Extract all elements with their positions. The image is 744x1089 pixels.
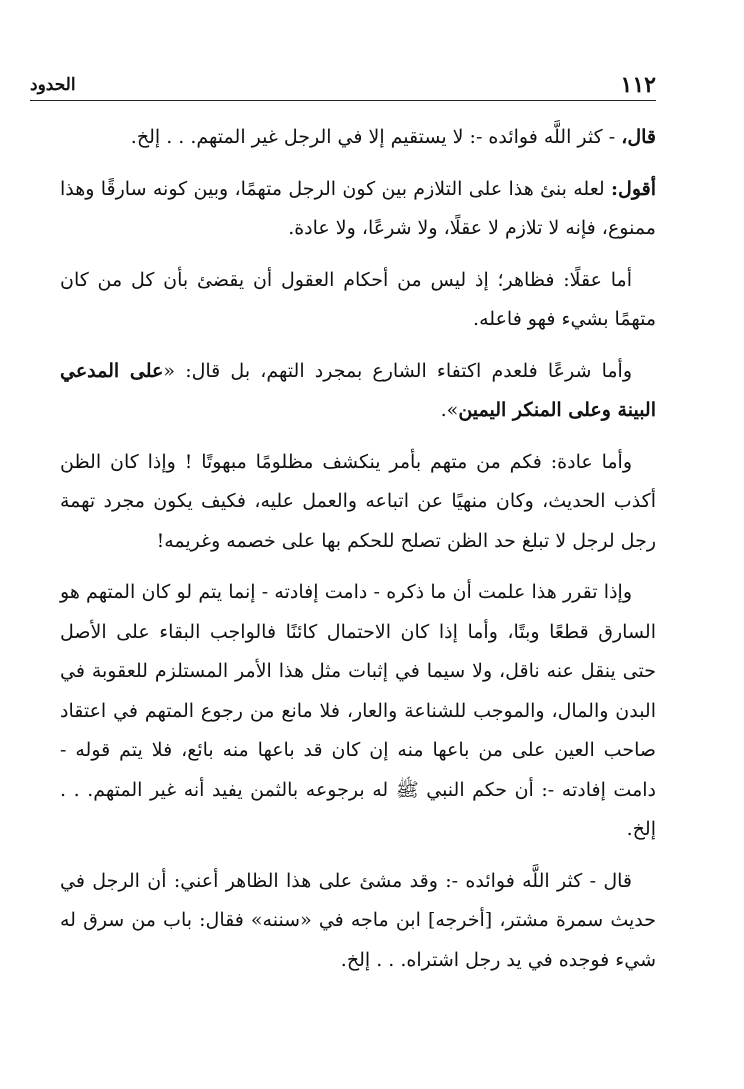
- paragraph-1: [60, 118, 656, 158]
- paragraph-text: أما عقلًا: فظاهر؛ إذ ليس من أحكام العقول أن يقضئ بأن كل من كان متهمًا بشيء فهو فاعله.: [60, 268, 656, 330]
- paragraph-lead: قال،: [621, 126, 656, 148]
- paragraph-text: ».: [440, 399, 459, 421]
- paragraph-text: وأما شرعًا فلعدم اكتفاء الشارع بمجرد التهم، بل قال: «: [163, 359, 632, 382]
- paragraph-2: [60, 170, 656, 249]
- paragraph-lead: أقول:: [611, 177, 656, 200]
- page-number: ١١٢: [620, 72, 656, 98]
- paragraph-3: [60, 261, 656, 340]
- paragraph-text: وإذا تقرر هذا علمت أن ما ذكره - دامت إفادته - إنما يتم لو كان المتهم هو السارق قطعًا وبتًا، وأما إذا كان الاحتمال كائنًا فالواجب البقاء على الأصل حتى ينقل عنه ناقل، ولا سيما في إثبات مثل هذا الأمر المستلزم للعقوبة في البدن والمال، والموجب للشناعة والعار، فلا مانع من رجوع المتهم في اعتقاد صاحب العين على من باعها منه إن كان قد باعها منه بائع، فلا يتم قوله - دامت إفادته -: أن حكم النبي ﷺ له برجوعه بالثمن يفيد أنه غير المتهم. . . إلخ.: [60, 581, 656, 840]
- paragraph-text: لعله بنئ هذا على التلازم بين كون الرجل متهمًا، وبين كونه سارقًا وهذا ممنوع، فإنه لا تلازم لا عقلًا، ولا شرعًا، ولا عادة.: [60, 177, 656, 239]
- paragraph-text: قال - كثر اللَّه فوائده -: وقد مشئ على هذا الظاهر أعني: أن الرجل في حديث سمرة مشتر، [أخرجه] ابن ماجه في «سننه» فقال: باب من سرق له شيء فوجده في يد رجل اشتراه. . . إلخ.: [60, 869, 656, 971]
- paragraph-text: - كثر اللَّه فوائده -: لا يستقيم إلا في الرجل غير المتهم. . . إلخ.: [130, 126, 622, 148]
- paragraph-5: [60, 443, 656, 562]
- page-body: [60, 118, 656, 992]
- running-title: الحدود: [30, 75, 76, 95]
- hadith-quote: على المدعي البينة وعلى المنكر اليمين: [60, 359, 656, 421]
- paragraph-7: [60, 862, 656, 981]
- paragraph-6: [60, 573, 656, 850]
- paragraph-4: [60, 352, 656, 431]
- paragraph-text: وأما عادة: فكم من متهم بأمر ينكشف مظلومًا مبهوتًا ! وإذا كان الظن أكذب الحديث، وكان منهيًا عن اتباعه والعمل عليه، فكيف يكون مجرد تهمة رجل لرجل لا تبلغ حد الظن تصلح للحكم بها على خصمه وغريمه!: [60, 450, 656, 552]
- page-header: [30, 62, 656, 101]
